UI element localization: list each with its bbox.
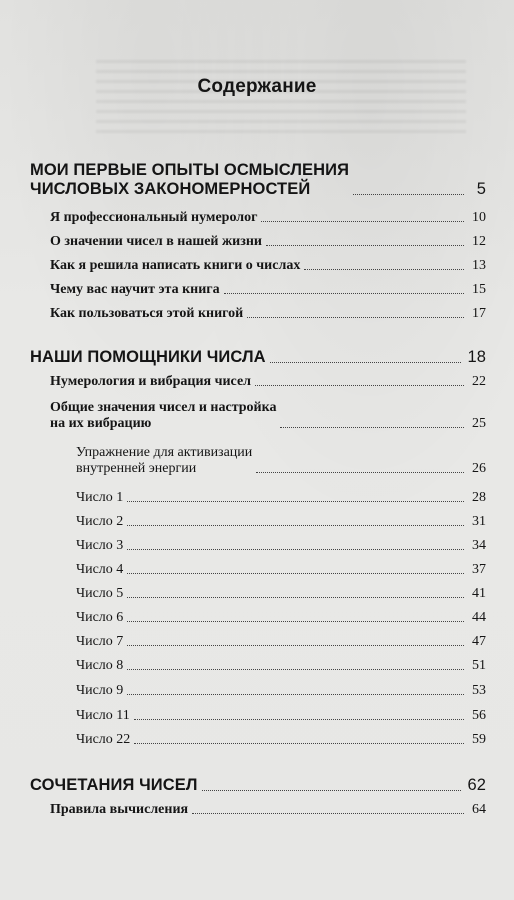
toc-entry-page: 47: [472, 634, 486, 649]
toc-entry-text: Число 3: [76, 538, 124, 553]
dot-leader: [280, 427, 464, 428]
dot-leader: [127, 669, 464, 670]
dot-leader: [127, 645, 464, 646]
toc-entry-text: О значении чисел в нашей жизни: [50, 234, 262, 249]
dot-leader: [304, 269, 464, 270]
toc-entry-text: Число 4: [76, 562, 124, 577]
toc-entry-page: 5: [476, 179, 486, 198]
toc-entry-text: Число 8: [76, 658, 124, 673]
toc-entry-page: 18: [467, 348, 486, 366]
dot-leader: [224, 293, 464, 294]
toc-entry: [76, 732, 486, 748]
toc-entry-page: 56: [472, 708, 486, 723]
toc-entry-text: Правила вычисления: [50, 802, 189, 817]
toc-entry-page: 37: [472, 562, 486, 577]
toc-entry-text: Число 1: [76, 490, 124, 505]
toc-entry: [50, 802, 486, 818]
dot-leader: [270, 362, 462, 363]
toc-entry-text: Нумерология и вибрация чисел: [50, 374, 252, 389]
toc-entry: [76, 610, 486, 626]
toc-entry: [50, 306, 486, 322]
toc-entry-page: 31: [472, 514, 486, 529]
toc-entry: [76, 562, 486, 578]
toc-entry-page: 64: [472, 802, 486, 817]
dot-leader: [353, 194, 464, 195]
toc-entry-text: СОЧЕТАНИЯ ЧИСЕЛ: [30, 776, 198, 794]
toc-entry-text: Я профессиональный нумеролог: [50, 210, 258, 225]
toc-entry-text: Число 11: [76, 708, 130, 723]
toc-entry-page: 53: [472, 683, 486, 698]
page-title: Содержание: [197, 76, 317, 97]
toc-entry-text: Как пользоваться этой книгой: [50, 306, 244, 321]
toc-entry: [76, 683, 486, 699]
toc-entry: [76, 634, 486, 650]
toc-entry-text: МОИ ПЕРВЫЕ ОПЫТЫ ОСМЫСЛЕНИЯ ЧИСЛОВЫХ ЗАКОНОМЕРНОСТЕЙ: [30, 161, 350, 198]
toc-entry: [50, 210, 486, 226]
dot-leader: [266, 245, 464, 246]
toc-entry-page: 59: [472, 732, 486, 747]
toc-entry: [50, 400, 486, 432]
toc-entry-page: 44: [472, 610, 486, 625]
toc-entry-page: 17: [472, 306, 486, 321]
toc-entry-text: Чему вас научит эта книга: [50, 282, 220, 297]
dot-leader: [256, 472, 464, 473]
toc-entry-page: 25: [472, 416, 486, 432]
dot-leader: [127, 525, 464, 526]
toc-entry: [76, 658, 486, 674]
toc-entry-page: 62: [467, 776, 486, 794]
toc-entry-page: 28: [472, 490, 486, 505]
dot-leader: [127, 621, 464, 622]
toc-entry: [30, 776, 486, 795]
dot-leader: [127, 549, 464, 550]
dot-leader: [247, 317, 464, 318]
toc-entry: [50, 374, 486, 390]
toc-entry-text: Число 6: [76, 610, 124, 625]
toc-entry: [30, 348, 486, 367]
toc-entry-page: 51: [472, 658, 486, 673]
toc-entry-page: 10: [472, 210, 486, 225]
toc-entry-text: Число 7: [76, 634, 124, 649]
toc-entry-text: Число 22: [76, 732, 131, 747]
toc-entry-text: Упражнение для активизации внутренней энергии: [76, 445, 253, 477]
toc-entry: [76, 445, 486, 477]
toc-entry-text: Число 9: [76, 683, 124, 698]
toc-entry-text: Число 2: [76, 514, 124, 529]
dot-leader: [127, 573, 464, 574]
toc-entry-page: 15: [472, 282, 486, 297]
dot-leader: [261, 221, 464, 222]
dot-leader: [255, 385, 464, 386]
toc-entry-page: 34: [472, 538, 486, 553]
toc-entry-text: Как я решила написать книги о числах: [50, 258, 301, 273]
toc-entry: [76, 514, 486, 530]
toc-entry-page: 13: [472, 258, 486, 273]
toc-entry: [76, 490, 486, 506]
dot-leader: [202, 790, 462, 791]
toc-entry: [30, 161, 486, 199]
bleed-through-texture: [96, 60, 466, 140]
toc-entry: [50, 258, 486, 274]
toc-entry-text: Общие значения чисел и настройка на их вибрацию: [50, 400, 277, 432]
toc-entry-page: 22: [472, 374, 486, 389]
toc-entry: [50, 234, 486, 250]
toc-entry-page: 12: [472, 234, 486, 249]
dot-leader: [134, 719, 464, 720]
toc-entry: [76, 708, 486, 724]
dot-leader: [192, 813, 464, 814]
toc-entry: [76, 538, 486, 554]
toc-entry: [76, 586, 486, 602]
dot-leader: [134, 743, 464, 744]
dot-leader: [127, 694, 464, 695]
toc-entry-page: 26: [472, 461, 486, 477]
toc-entry: [50, 282, 486, 298]
dot-leader: [127, 597, 464, 598]
toc-entry-text: НАШИ ПОМОЩНИКИ ЧИСЛА: [30, 348, 266, 366]
toc-entry-page: 41: [472, 586, 486, 601]
toc-entry-text: Число 5: [76, 586, 124, 601]
dot-leader: [127, 501, 464, 502]
